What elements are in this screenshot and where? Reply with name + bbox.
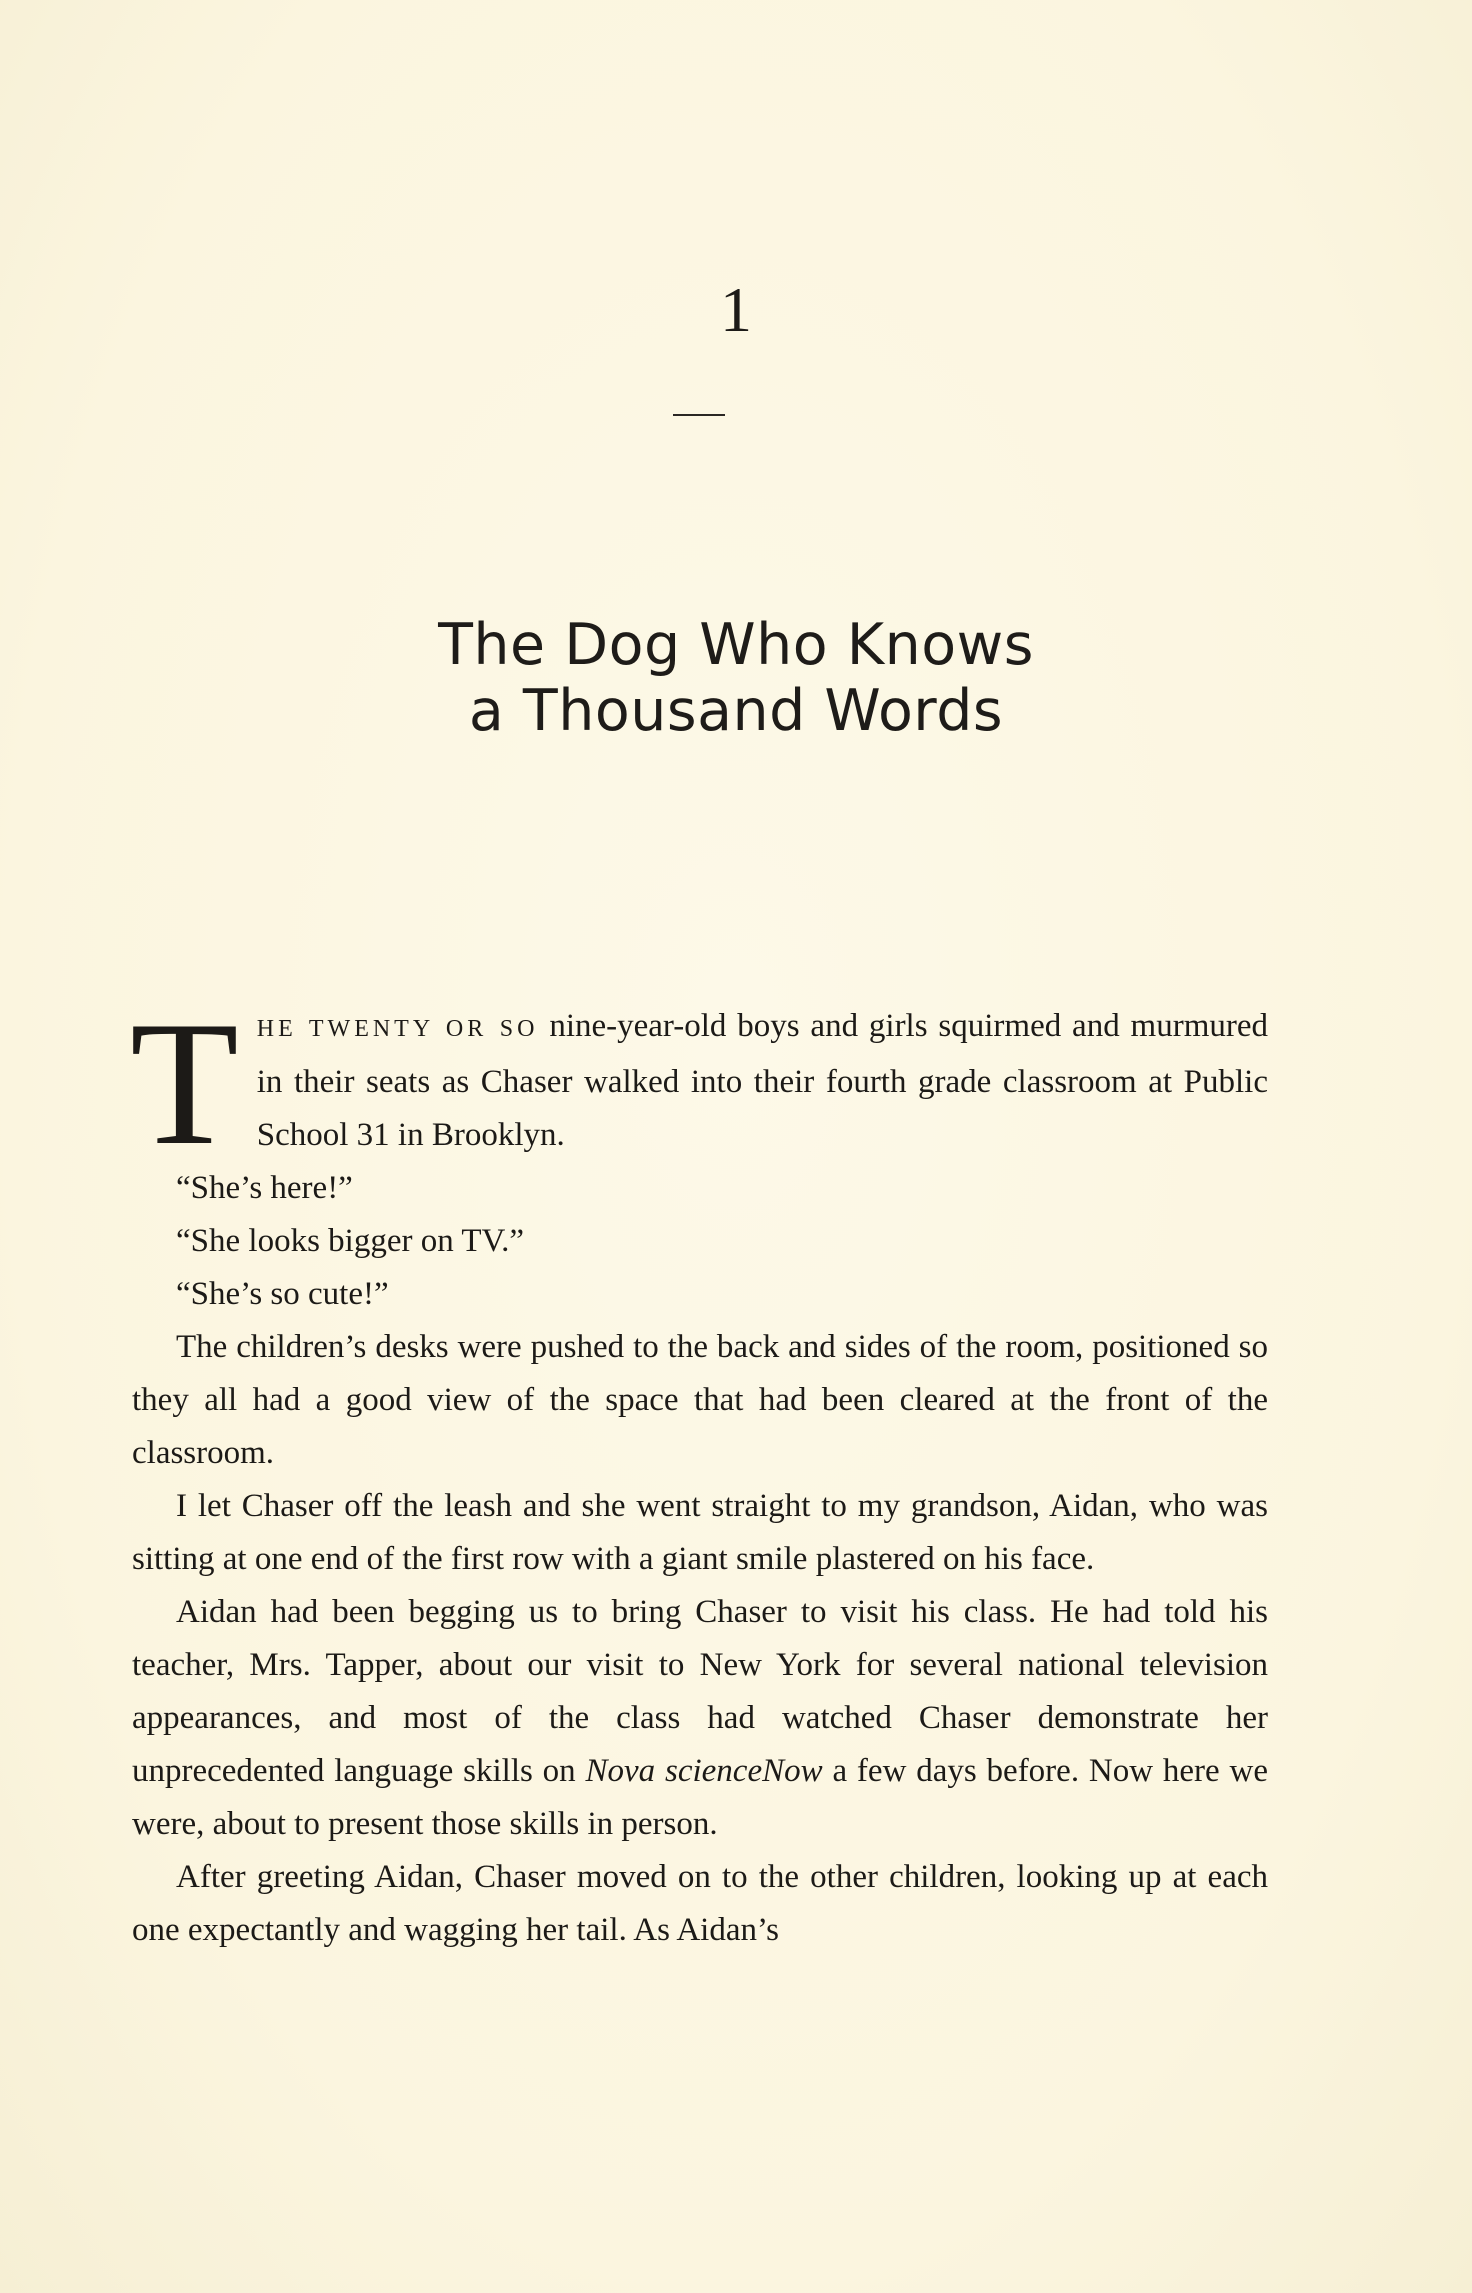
paragraph-leash: I let Chaser off the leash and she went straight to my grandson, Aidan, who was sitting at one end of the first row with a giant smile plastered on his face. xyxy=(132,1488,1268,1577)
paragraph-desks: The children’s desks were pushed to the back and sides of the room, positioned so they all had a good view of the space that had been cleared at the front of the classroom. xyxy=(132,1329,1268,1471)
chapter-title-line-2: a Thousand Words xyxy=(468,678,1004,744)
dialogue-line: “She looks bigger on TV.” xyxy=(176,1223,524,1259)
chapter-divider-rule xyxy=(673,414,725,416)
chapter-number: 1 xyxy=(720,274,752,345)
show-title-nova: Nova scienceNow xyxy=(585,1753,823,1789)
chapter-title-line-1: The Dog Who Knows xyxy=(438,612,1034,678)
opening-text: nine-year-old boys and girls squirmed and murmured in their seats as Chaser walked into their fourth grade classroom at Public School 31 in Brooklyn. xyxy=(256,1008,1269,1153)
paragraph-visit-text-a: Aidan had been begging us to bring Chaser to visit his class. He had told his teacher, Mrs. Tapper, about our visit to New York for several national television appearances, and most of the class had watched Chaser demonstrate her unprecedented language skills on xyxy=(132,1594,1268,1789)
paragraph-visit xyxy=(132,1586,1268,1851)
opening-paragraph xyxy=(130,984,1269,1182)
paragraph-visit-text-b: a few days before. Now here we were, about to present those skills in person. xyxy=(132,1753,1268,1842)
dialogue-line: “She’s so cute!” xyxy=(176,1276,389,1312)
chapter-title xyxy=(0,612,1472,744)
drop-cap: T xyxy=(130,984,239,1182)
opening-small-caps: HE TWENTY OR SO xyxy=(256,1016,539,1042)
dialogue-line: “She’s here!” xyxy=(176,1170,353,1206)
paragraph-greeting: After greeting Aidan, Chaser moved on to the other children, looking up at each one expectantly and wagging her tail. As Aidan’s xyxy=(132,1859,1268,1948)
chapter-body xyxy=(130,984,1269,1957)
